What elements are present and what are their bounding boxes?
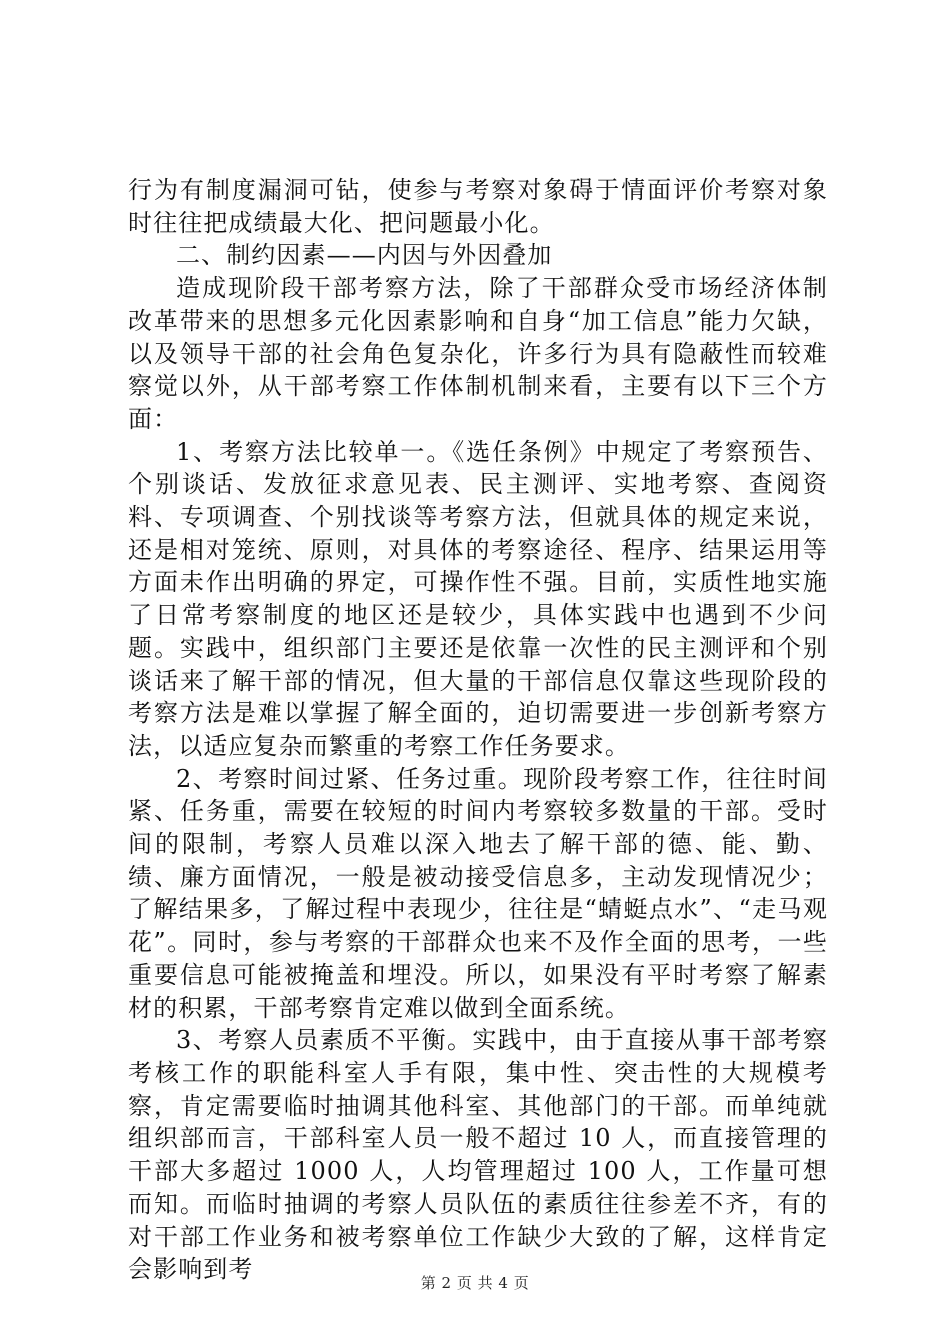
section-heading: 二、制约因素——内因与外因叠加 bbox=[176, 241, 553, 270]
page-number-footer: 第 2 页 共 4 页 bbox=[420, 1274, 530, 1292]
paragraph-intro: 造成现阶段干部考察方法，除了干部群众受市场经济体制改革带来的思想多元化因素影响和自身“加工信息”能力欠缺，以及领导干部的社会角色复杂化，许多行为具有隐蔽性而较难察觉以外，从干部考察工作体制机制来看，主要有以下三个方面： bbox=[128, 274, 828, 433]
paragraph-continuation: 行为有制度漏洞可钻，使参与考察对象碍于情面评价考察对象时往往把成绩最大化、把问题最小化。 bbox=[128, 176, 828, 237]
paragraph-point-3: 3、考察人员素质不平衡。实践中，由于直接从事干部考察考核工作的职能科室人手有限，集中性、突击性的大规模考察，肯定需要临时抽调其他科室、其他部门的干部。而单纯就组织部而言，干部科室人员一般不超过 10 人，而直接管理的干部大多超过 1000 人，人均管理超过 100 人，工作量可想而知。而临时抽调的考察人员队伍的素质往往参差不齐，有的对干部工作业务和被考察单位工作缺少大致的了解，这样肯定会影响到考 bbox=[128, 1026, 828, 1284]
document-body bbox=[128, 174, 828, 1286]
paragraph-point-2: 2、考察时间过紧、任务过重。现阶段考察工作，往往时间紧、任务重，需要在较短的时间内考察较多数量的干部。受时间的限制，考察人员难以深入地去了解干部的德、能、勤、绩、廉方面情况，一般是被动接受信息多，主动发现情况少；了解结果多，了解过程中表现少，往往是“蜻蜓点水”、“走马观花”。同时，参与考察的干部群众也来不及作全面的思考，一些重要信息可能被掩盖和埋没。所以，如果没有平时考察了解素材的积累，干部考察肯定难以做到全面系统。 bbox=[128, 764, 828, 1022]
paragraph-point-1: 1、考察方法比较单一。《选任条例》中规定了考察预告、个别谈话、发放征求意见表、民主测评、实地考察、查阅资料、专项调查、个别找谈等考察方法，但就具体的规定来说，还是相对笼统、原则，对具体的考察途径、程序、结果运用等方面未作出明确的界定，可操作性不强。目前，实质性地实施了日常考察制度的地区还是较少，具体实践中也遇到不少问题。实践中，组织部门主要还是依靠一次性的民主测评和个别谈话来了解干部的情况，但大量的干部信息仅靠这些现阶段的考察方法是难以掌握了解全面的，迫切需要进一步创新考察方法，以适应复杂而繁重的考察工作任务要求。 bbox=[128, 437, 828, 760]
